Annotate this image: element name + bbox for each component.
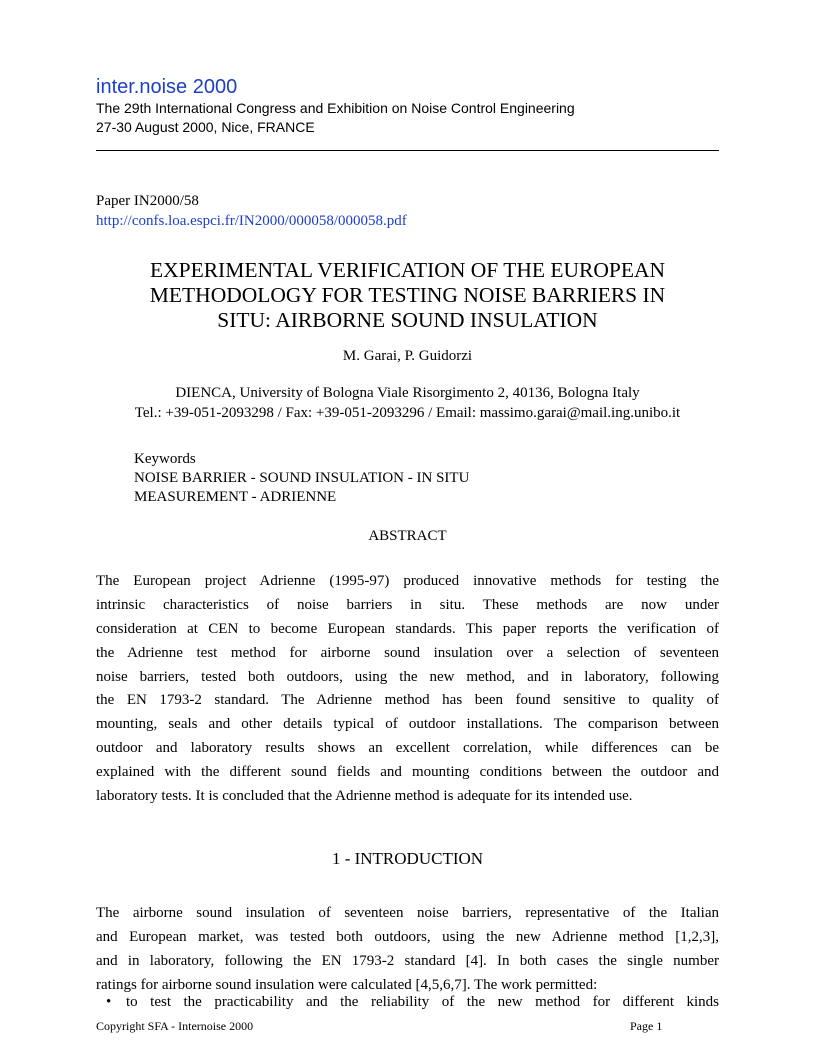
intro-line: and in laboratory, following the EN 1793-2 standard [4]. In both cases the single number bbox=[96, 952, 719, 969]
intro-line: and European market, was tested both outdoors, using the new Adrienne method [1,2,3], bbox=[96, 928, 719, 945]
bullet-text: to test the practicability and the reliability of the new method for different kinds bbox=[126, 994, 719, 1010]
abstract-line: laboratory tests. It is concluded that the Adrienne method is adequate for its intended use. bbox=[96, 788, 633, 805]
intro-line: ratings for airborne sound insulation were calculated [4,5,6,7]. The work permitted: bbox=[96, 976, 598, 993]
footer-page-number: Page 1 bbox=[630, 1019, 663, 1033]
abstract-line: consideration at CEN to become European standards. This paper reports the verification of bbox=[96, 620, 719, 637]
keywords-line: NOISE BARRIER - SOUND INSULATION - IN SITU bbox=[134, 470, 470, 486]
conference-subtitle: The 29th International Congress and Exhibition on Noise Control Engineering bbox=[96, 100, 575, 116]
title-line: EXPERIMENTAL VERIFICATION OF THE EUROPEAN bbox=[149, 258, 666, 282]
paper-url-link[interactable]: http://confs.loa.espci.fr/IN2000/000058/000058.pdf bbox=[96, 213, 407, 229]
title-line: METHODOLOGY FOR TESTING NOISE BARRIERS IN bbox=[149, 283, 666, 307]
bullet-icon: • bbox=[106, 994, 112, 1010]
paper-id: Paper IN2000/58 bbox=[96, 193, 199, 209]
abstract-line: mounting, seals and other details typical of outdoor installations. The comparison between bbox=[96, 716, 719, 733]
conference-name: inter.noise 2000 bbox=[96, 76, 238, 98]
abstract-line: The European project Adrienne (1995-97) produced innovative methods for testing the bbox=[96, 573, 719, 589]
title-line: SITU: AIRBORNE SOUND INSULATION bbox=[217, 308, 598, 332]
bullet-item bbox=[106, 994, 719, 1014]
paper-title bbox=[96, 258, 719, 333]
contact-info: Tel.: +39-051-2093298 / Fax: +39-051-2093296 / Email: massimo.garai@mail.ing.unibo.it bbox=[134, 405, 681, 421]
intro-line: The airborne sound insulation of seventeen noise barriers, representative of the Italian bbox=[96, 905, 719, 921]
footer-copyright: Copyright SFA - Internoise 2000 bbox=[96, 1019, 254, 1033]
abstract-line: explained with the different sound fields and mounting conditions between the outdoor and bbox=[96, 764, 719, 781]
introduction-body bbox=[96, 902, 719, 998]
conference-dates-location: 27-30 August 2000, Nice, FRANCE bbox=[96, 119, 315, 135]
abstract-line: the Adrienne test method for airborne sound insulation over a selection of seventeen bbox=[96, 644, 719, 661]
bullet-line bbox=[106, 994, 719, 1014]
abstract-heading: ABSTRACT bbox=[368, 528, 447, 544]
header-divider bbox=[96, 150, 719, 151]
section-heading-introduction: 1 - INTRODUCTION bbox=[331, 849, 484, 868]
abstract-line: intrinsic characteristics of noise barriers in situ. These methods are now under bbox=[96, 596, 719, 613]
abstract-line: outdoor and laboratory results shows an excellent correlation, while differences can be bbox=[96, 740, 719, 757]
keywords-line: MEASUREMENT - ADRIENNE bbox=[134, 489, 337, 505]
keywords-heading: Keywords bbox=[134, 451, 196, 467]
authors: M. Garai, P. Guidorzi bbox=[342, 348, 473, 364]
abstract-line: the EN 1793-2 standard. The Adrienne method has been found sensitive to quality of bbox=[96, 692, 719, 709]
affiliation: DIENCA, University of Bologna Viale Risorgimento 2, 40136, Bologna Italy bbox=[175, 385, 640, 401]
abstract-body bbox=[96, 570, 719, 809]
abstract-line: noise barriers, tested both outdoors, using the new method, and in laboratory, following bbox=[96, 668, 719, 685]
